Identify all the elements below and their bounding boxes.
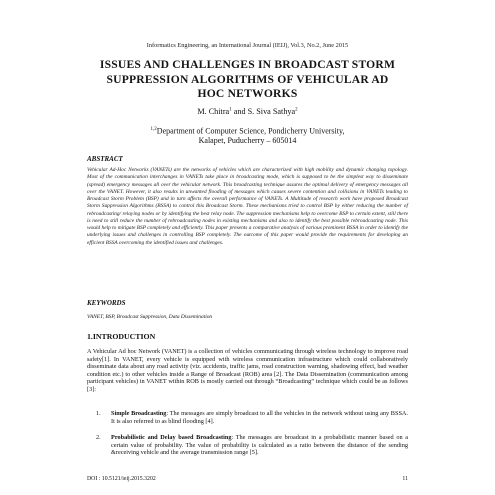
affiliation-text: Department of Computer Science, Pondicherry University,: [156, 126, 345, 136]
section-heading-introduction: 1.INTRODUCTION: [87, 332, 156, 341]
list-item-term: Simple Broadcasting: [111, 410, 167, 417]
list-item: [96, 410, 408, 425]
list-item-term: Probabilistic and Delay based Broadcasting: [111, 434, 232, 441]
title-line: ISSUES AND CHALLENGES IN BROADCAST STORM: [99, 58, 396, 71]
keywords-text: VANET, BSP, Broadcast Suppression, Data Dissemination: [87, 314, 213, 320]
author-list: [0, 107, 495, 116]
introduction-paragraph: A Vehicular Ad hoc Network (VANET) is a collection of vehicles communicating through wireless technology to improve road safety[1]. In VANET, every vehicle is equipped with wireless communication infrastructure which could collaboratively disseminate data about any road activity (viz. accidents, traffic jams, road construction warning, shadowing effect, bad weather condition etc.) to other vehicles inside a Range of Broadcast (ROB) area [2]. The Data Dissemination (communication among participant vehicles) in VANET within ROB is mostly carried out through “Broadcasting” technique which could be as follows [3]:: [87, 348, 408, 393]
title-line: HOC NETWORKS: [197, 87, 298, 100]
list-item-number: 2.: [96, 434, 101, 441]
list-item-text: : The messages are simply broadcast to all the vehicles in the network without using any BSSA. It is also referred to as blind flooding [4].: [111, 410, 408, 425]
list-item-body: [111, 434, 408, 457]
author-affiliation-mark: 2: [295, 107, 298, 113]
paper-title: [60, 58, 435, 102]
running-header: Informatics Engineering, an International Journal (IEIJ), Vol.3, No.2, June 2015: [146, 42, 349, 49]
list-item: [96, 434, 408, 457]
abstract-heading: ABSTRACT: [87, 155, 123, 163]
title-line: SUPPRESSION ALGORITHMS OF VEHICULAR AD: [106, 72, 389, 86]
keywords-heading: KEYWORDS: [87, 299, 126, 307]
author-name: S. Siva Sathya: [247, 107, 296, 116]
list-item-body: [111, 410, 408, 425]
list-item-number: 1.: [96, 410, 101, 417]
list-item-text: : The messages are broadcast in a probabilistic manner based on a certain value of probability. The value of probability is calculated as a ratio between the distance of the sending &receiving vehicle and the average transmission range [5].: [111, 434, 408, 457]
affiliation-mark: 1,2: [150, 127, 157, 132]
page-number: 11: [402, 476, 408, 482]
affiliation-line: Kalapet, Puducherry – 605014: [198, 136, 297, 146]
abstract-text: Vehicular Ad-Hoc Networks (VANETs) are the networks of vehicles which are characterized with high mobility and dynamic changing topology. Most of the communication interchanges in VANETs take place in broadcasting mode, which is supposed to be the simplest way to disseminate (spread) emergency messages all over the vehicular network. This broadcasting technique assures the optimal delivery of emergency messages all over the VANET. However, it also results in unwanted flooding of messages which causes severe contention and collisions in VANETs leading to Broadcast Storm Problem (BSP) and in turn affects the overall performance of VANETs. A Multitude of research work have proposed Broadcast Storm Suppression Algorithms (BSSA) to control this Broadcast Storm. These mechanisms tried to control BSP by either reducing the number of rebroadcasting/ relaying nodes or by identifying the best relay node. The suppression mechanisms help to overcome BSP to certain extent, still there is need to still reduce the number of rebroadcasting nodes in existing mechanisms and also to identify the best possible rebroadcasting node. This would help to mitigate BSP completely and efficiently. This paper presents a comparative analysis of various prominent BSSA in order to identify the underlying issues and challenges in controlling BSP completely. The outcome of this paper would provide the requirements for developing an efficient BSSA overcoming the identified issues and challenges.: [87, 167, 408, 246]
author-name: M. Chitra: [197, 107, 230, 116]
affiliation: [0, 125, 495, 146]
doi-footer: DOI : 10.5121/ieij.2015.3202: [87, 476, 156, 482]
affiliation-line: [0, 125, 495, 136]
author-affiliation-mark: 1: [229, 107, 232, 113]
author-separator: and: [231, 107, 248, 116]
